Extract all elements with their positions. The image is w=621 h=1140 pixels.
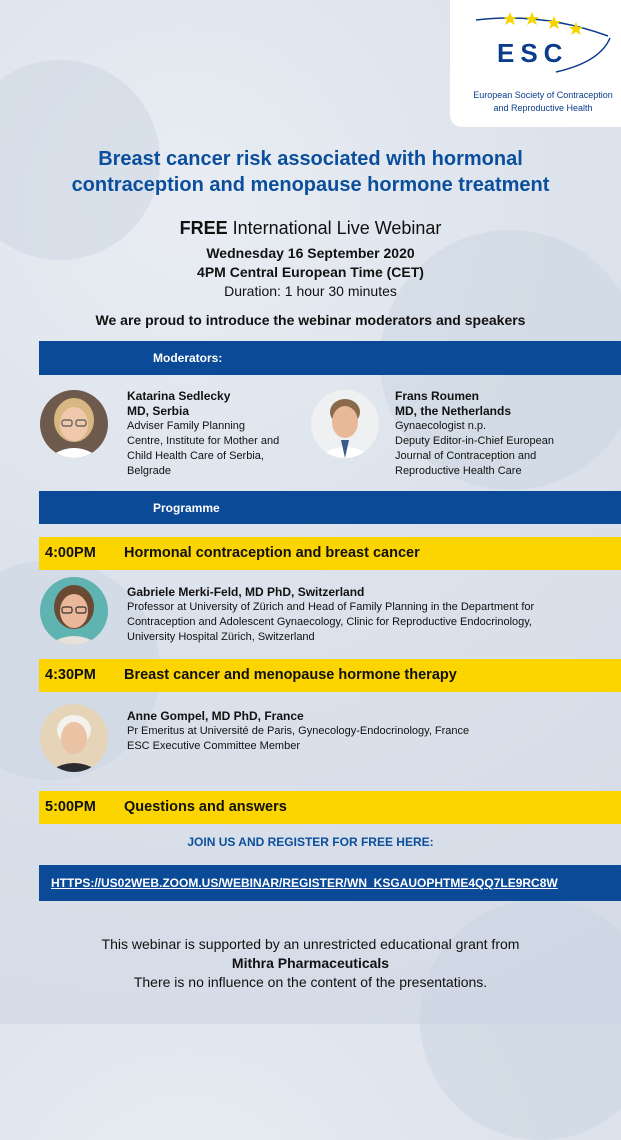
register-url-bar[interactable]	[39, 865, 621, 901]
session-time: 4:00PM	[45, 545, 96, 561]
moderator-frans: Frans Roumen MD, the Netherlands Gynaecologist n.p. Deputy Editor-in-Chief European Journal of Contraception and Reproductive Health Care	[395, 389, 615, 479]
speaker-anne: Anne Gompel, MD PhD, France Pr Emeritus at Université de Paris, Gynecology-Endocrinology, France ESC Executive Committee Member	[127, 709, 607, 754]
webinar-duration: Duration: 1 hour 30 minutes	[224, 283, 397, 299]
session-title: Breast cancer and menopause hormone therapy	[124, 667, 457, 683]
session-2	[39, 659, 621, 692]
programme-header: Programme	[39, 491, 621, 524]
session-time: 5:00PM	[45, 799, 96, 815]
webinar-type: FREE International Live Webinar	[179, 218, 442, 238]
moderator-katarina: Katarina Sedlecky MD, Serbia Adviser Family Planning Centre, Institute for Mother and Child Health Care of Serbia, Belgrade	[127, 389, 307, 479]
speaker-name: Anne Gompel, MD PhD, France	[127, 709, 304, 723]
avatar-katarina	[40, 390, 108, 458]
session-1	[39, 537, 621, 570]
session-3	[39, 791, 621, 824]
webinar-date: Wednesday 16 September 2020	[206, 245, 415, 261]
webinar-time: 4PM Central European Time (CET)	[197, 264, 424, 280]
moderator-name: Frans Roumen	[395, 389, 480, 403]
speaker-name: Gabriele Merki-Feld, MD PhD, Switzerland	[127, 585, 365, 599]
footer-disclaimer: There is no influence on the content of the presentations.	[133, 974, 488, 990]
footer-sponsor: Mithra Pharmaceuticals	[231, 955, 390, 971]
moderators-header: Moderators:	[39, 341, 621, 375]
moderator-name: Katarina Sedlecky	[127, 389, 231, 403]
footer-grant: This webinar is supported by an unrestricted educational grant from	[101, 936, 520, 952]
avatar-anne	[40, 704, 108, 772]
session-title: Hormonal contraception and breast cancer	[124, 545, 420, 561]
avatar-frans	[311, 390, 379, 458]
register-prompt: JOIN US AND REGISTER FOR FREE HERE:	[187, 835, 434, 849]
page-title: Breast cancer risk associated with hormonal contraception and menopause hormone treatment	[71, 148, 550, 196]
register-link[interactable]: HTTPS://US02WEB.ZOOM.US/WEBINAR/REGISTER/WN_KSGAUOPHTME4QQ7LE9RC8W	[51, 876, 558, 890]
speaker-gabriele: Gabriele Merki-Feld, MD PhD, Switzerland Professor at University of Zürich and Head of Family Planning in the Department for Contraception and Adolescent Gynaecology, Clinic for Reproductive Endocrinology, University Hospital Zürich, Switzerland	[127, 585, 617, 645]
session-time: 4:30PM	[45, 667, 96, 683]
logo-name: European Society of Contraception and Reproductive Health	[473, 90, 613, 113]
moderator-degree: MD, Serbia	[127, 404, 190, 418]
logo-abbr: ESC	[497, 38, 569, 68]
intro-text: We are proud to introduce the webinar moderators and speakers	[95, 312, 526, 328]
session-title: Questions and answers	[124, 799, 287, 815]
moderator-degree: MD, the Netherlands	[395, 404, 512, 418]
avatar-gabriele	[40, 577, 108, 645]
